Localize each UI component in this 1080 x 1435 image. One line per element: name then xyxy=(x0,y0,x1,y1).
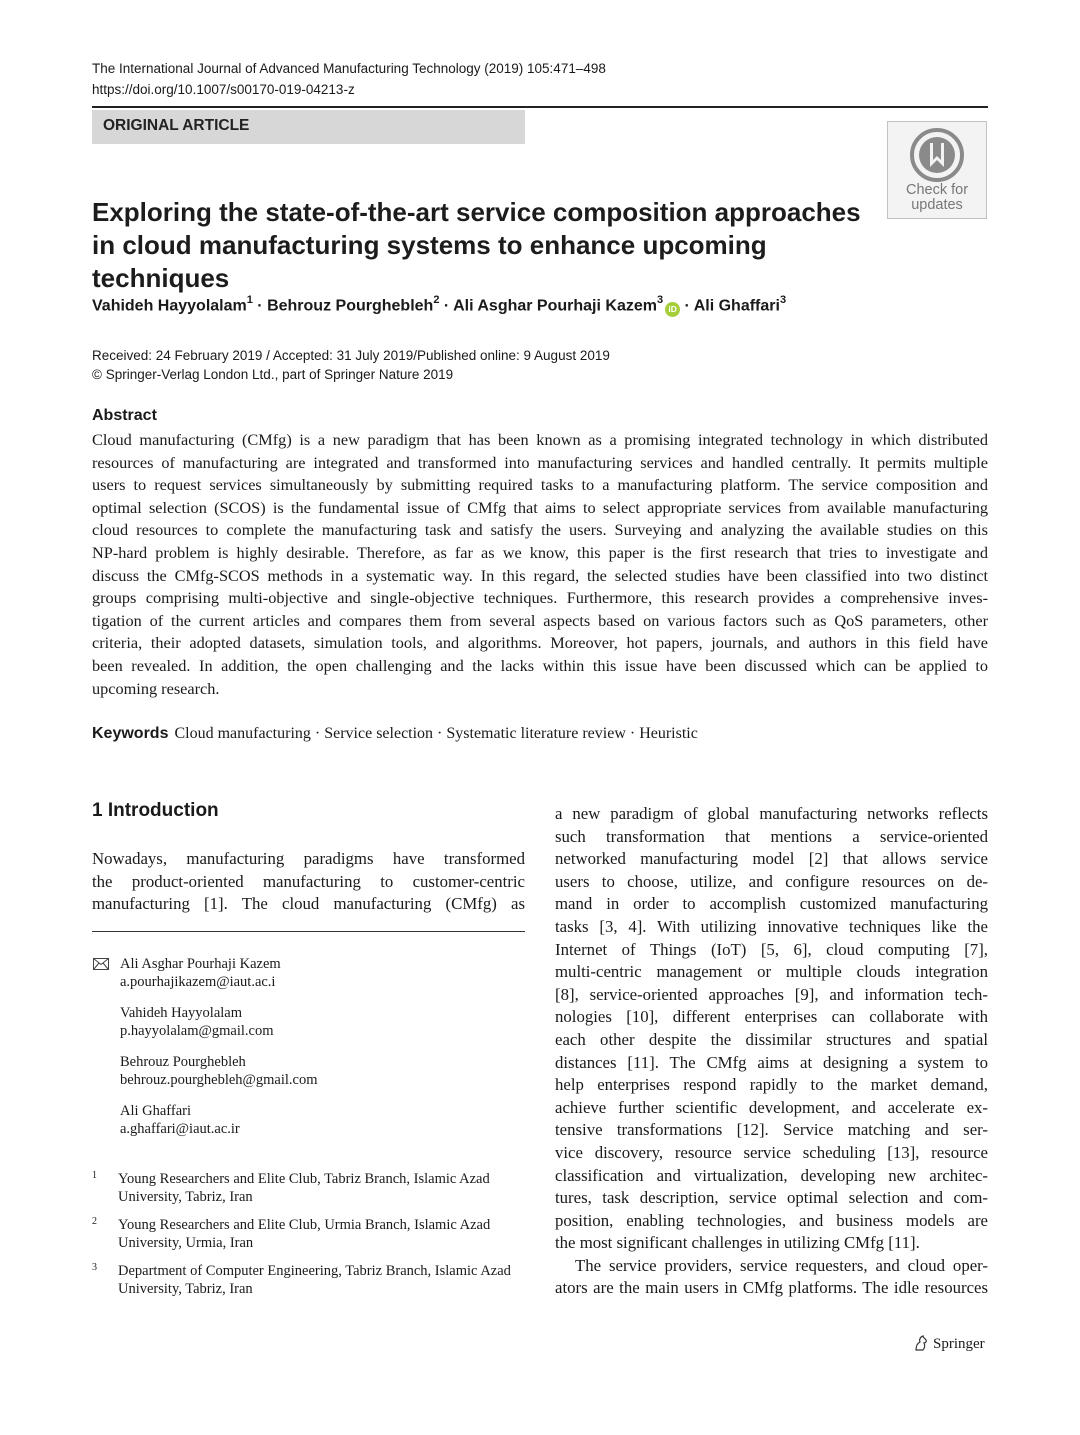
author-name[interactable]: Vahideh Hayyolalam xyxy=(92,297,247,315)
body-line: such transformation that mentions a service-oriented xyxy=(555,826,988,846)
author-affiliation-mark: 1 xyxy=(246,294,253,306)
body-line: nologies [10], different enterprises can collaborate with xyxy=(555,1007,988,1027)
body-line: Internet of Things (IoT) [5, 6], cloud computing [7], xyxy=(555,939,988,959)
affiliation-line: University, Tabriz, Iran xyxy=(118,1189,253,1205)
body-line: tensive transformations [12]. Service matching and ser- xyxy=(555,1120,988,1140)
check-updates-line2: updates xyxy=(911,197,963,213)
body-line: tures, task description, service optimal selection and com- xyxy=(555,1188,988,1208)
abstract-line: groups comprising multi-objective and single-objective techniques. Furthermore, this research provides a comprehensive inves- xyxy=(92,588,988,608)
article-title xyxy=(92,196,892,295)
contact xyxy=(92,1102,525,1138)
author-name[interactable]: Behrouz Pourghebleh xyxy=(267,297,434,315)
publisher-name: Springer xyxy=(933,1336,985,1352)
contact-email[interactable]: behrouz.pourghebleh@gmail.com xyxy=(120,1072,318,1088)
right-column-text xyxy=(555,803,988,1300)
abstract-heading: Abstract xyxy=(92,407,157,424)
affiliation xyxy=(92,1262,525,1298)
abstract-body xyxy=(92,429,988,700)
intro-line: Nowadays, manufacturing paradigms have transformed xyxy=(92,849,525,868)
envelope-icon xyxy=(93,958,109,970)
contact-email[interactable]: a.pourhajikazem@iaut.ac.i xyxy=(120,974,276,990)
body-line: distances [11]. The CMfg aims at designing a system to xyxy=(555,1052,988,1072)
body-line: The service providers, service requesters, and cloud oper- xyxy=(575,1255,988,1275)
body-line: vice discovery, resource service scheduling [13], resource xyxy=(555,1142,988,1162)
abstract-line: optimal selection (SCOS) is the fundamental issue of CMfg that aims to select appropriate services from available manufacturing xyxy=(92,497,988,517)
intro-line: manufacturing [1]. The cloud manufacturing (CMfg) as xyxy=(92,894,525,914)
abstract-line: NP-hard problem is highly desirable. Therefore, as far as we know, this paper is the first research that tries to investigate and xyxy=(92,542,988,562)
affiliation-number: 1 xyxy=(92,1170,97,1181)
affiliation-line: University, Urmia, Iran xyxy=(118,1235,254,1251)
check-updates-line1: Check for xyxy=(905,182,969,198)
body-line: [8], service-oriented approaches [9], and information tech- xyxy=(555,984,988,1004)
footnote-rule xyxy=(92,931,525,932)
affiliation-line: Young Researchers and Elite Club, Urmia Branch, Islamic Azad xyxy=(118,1217,491,1233)
article-type-banner: ORIGINAL ARTICLE xyxy=(92,110,525,144)
affiliation-number: 2 xyxy=(92,1216,97,1227)
affiliation-number: 3 xyxy=(92,1262,97,1273)
body-line: networked manufacturing model [2] that allows service xyxy=(555,849,988,869)
received-accepted-dates: Received: 24 February 2019 / Accepted: 31 July 2019/Published online: 9 August 2019 xyxy=(92,348,610,363)
contact-name: Behrouz Pourghebleh xyxy=(120,1054,246,1070)
journal-citation: The International Journal of Advanced Manufacturing Technology (2019) 105:471–498 xyxy=(92,61,606,76)
author-affiliation-mark: 3 xyxy=(656,294,664,306)
affiliations xyxy=(92,1170,525,1308)
body-line: each other despite the dissimilar structures and spatial xyxy=(555,1029,988,1049)
body-line: tasks [3, 4]. With utilizing innovative techniques like the xyxy=(555,916,988,936)
doi-link[interactable]: https://doi.org/10.1007/s00170-019-04213-z xyxy=(92,82,355,97)
copyright-line: © Springer-Verlag London Ltd., part of Springer Nature 2019 xyxy=(92,367,454,382)
crossmark-icon xyxy=(909,127,965,183)
affiliation-line: Department of Computer Engineering, Tabriz Branch, Islamic Azad xyxy=(118,1263,511,1279)
abstract-line: Cloud manufacturing (CMfg) is a new paradigm that has been known as a promising integrated technology in which distributed xyxy=(92,430,988,449)
author-separator: · xyxy=(680,297,694,315)
abstract-line: tigation of the current articles and compares them from several aspects based on various factors such as QoS parameters, other xyxy=(92,610,988,630)
contact xyxy=(92,1053,525,1089)
body-line: users to choose, utilize, and configure resources on de- xyxy=(555,871,988,891)
abstract-line: discuss the CMfg-SCOS methods in a systematic way. In this regard, the selected studies have been classified into two distinct xyxy=(92,565,988,585)
body-line: classification and virtualization, developing new architec- xyxy=(555,1165,988,1185)
contact-email[interactable]: a.ghaffari@iaut.ac.ir xyxy=(120,1121,240,1137)
section-heading-introduction: 1 Introduction xyxy=(92,800,219,821)
body-line: achieve further scientific development, and accelerate ex- xyxy=(555,1097,988,1117)
contact-corresponding xyxy=(92,955,525,991)
author-name[interactable]: Ali Asghar Pourhaji Kazem xyxy=(453,297,657,315)
body-line: help enterprises respond rapidly to the market demand, xyxy=(555,1075,988,1095)
body-line: the most significant challenges in utilizing CMfg [11]. xyxy=(555,1233,920,1253)
springer-horse-icon xyxy=(913,1335,929,1351)
title-line: in cloud manufacturing systems to enhance upcoming techniques xyxy=(92,230,767,293)
affiliation-line: University, Tabriz, Iran xyxy=(118,1281,253,1297)
author-separator: · xyxy=(439,297,454,315)
body-line: a new paradigm of global manufacturing networks reflects xyxy=(555,804,988,823)
keywords-heading: Keywords xyxy=(92,725,169,742)
author-name[interactable]: Ali Ghaffari xyxy=(693,297,780,315)
intro-line: the product-oriented manufacturing to customer-centric xyxy=(92,871,525,891)
affiliation xyxy=(92,1170,525,1206)
contact-name: Ali Asghar Pourhaji Kazem xyxy=(120,956,281,972)
abstract-line: users to request services simultaneously by submitting required tasks to a manufacturing platform. The service composition and xyxy=(92,475,988,495)
body-line: ators are the main users in CMfg platforms. The idle resources xyxy=(555,1278,988,1298)
body-line: multi-centric management or multiple clouds integration xyxy=(555,962,988,982)
abstract-line: upcoming research. xyxy=(92,678,220,698)
journal-header xyxy=(92,58,606,100)
keywords-list: Cloud manufacturing · Service selection · Systematic literature review · Heuristic xyxy=(174,725,698,742)
abstract-line: resources of manufacturing are integrated and transformed into manufacturing services and handled centrally. It permits multiple xyxy=(92,452,988,472)
author-contacts xyxy=(92,955,525,1151)
body-line: mand in order to accomplish customized manufacturing xyxy=(555,894,988,914)
contact-email[interactable]: p.hayyolalam@gmail.com xyxy=(120,1023,274,1039)
title-line: Exploring the state-of-the-art service composition approaches xyxy=(92,197,861,227)
author-affiliation-mark: 2 xyxy=(433,294,440,306)
contact-name: Ali Ghaffari xyxy=(120,1103,191,1119)
abstract-line: been revealed. In addition, the open challenging and the lacks within this issue have been discussed which can be applied to xyxy=(92,655,988,675)
publisher-footer xyxy=(913,1333,985,1355)
affiliation-line: Young Researchers and Elite Club, Tabriz Branch, Islamic Azad xyxy=(118,1171,490,1187)
introduction-paragraph xyxy=(92,848,525,916)
keywords xyxy=(92,723,698,745)
author-affiliation-mark: 3 xyxy=(779,294,787,306)
body-line: position, enabling technologies, and business models are xyxy=(555,1210,988,1230)
contact-name: Vahideh Hayyolalam xyxy=(120,1005,243,1021)
publication-dates xyxy=(92,346,610,384)
header-rule xyxy=(92,106,988,108)
orcid-icon[interactable]: iD xyxy=(665,302,680,317)
abstract-line: cloud resources to complete the manufacturing task and satisfy the users. Surveying and analyzing the available studies on this xyxy=(92,520,988,540)
contact xyxy=(92,1004,525,1040)
author-separator: · xyxy=(252,297,268,315)
abstract-line: criteria, their adopted datasets, simulation tools, and algorithms. Moreover, hot papers, journals, and authors in this field have xyxy=(92,633,988,653)
affiliation xyxy=(92,1216,525,1252)
check-for-updates-badge[interactable] xyxy=(887,121,987,219)
author-list xyxy=(92,289,786,318)
